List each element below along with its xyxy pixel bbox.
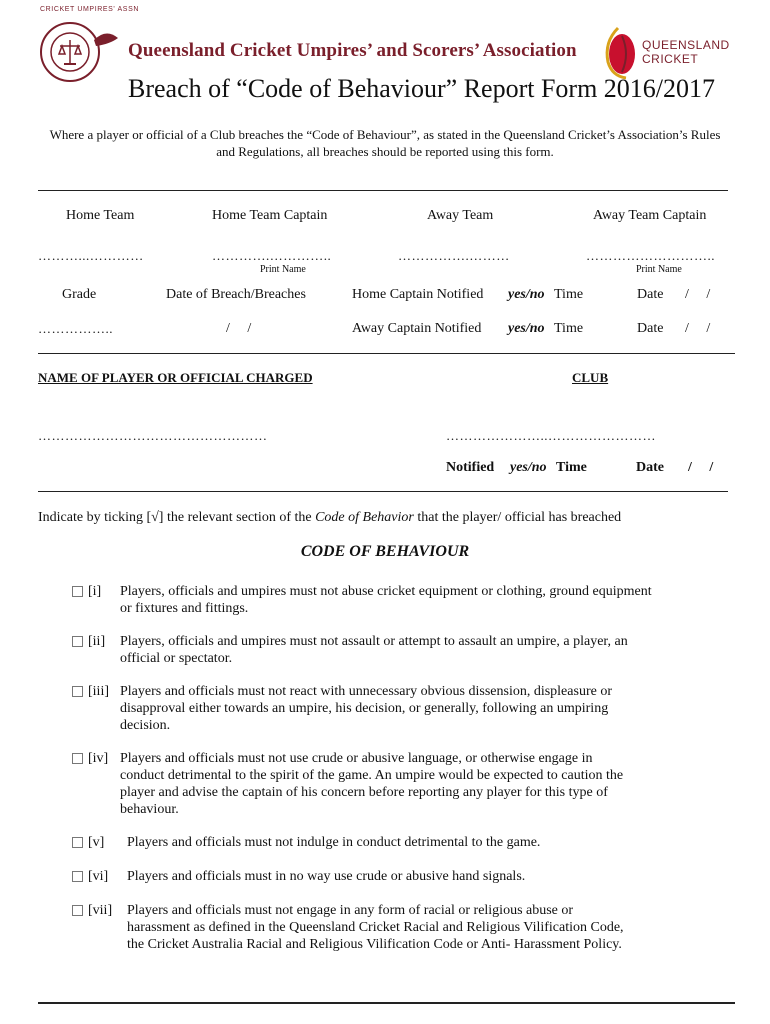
date-breach-label: Date of Breach/Breaches xyxy=(166,287,306,302)
tick-checkbox[interactable] xyxy=(72,586,83,597)
instruction-post: that the player/ official has breached xyxy=(413,510,622,525)
divider-charged xyxy=(38,491,728,492)
print-name-away: Print Name xyxy=(636,264,682,275)
association-name: Queensland Cricket Umpires’ and Scorers’ Association xyxy=(128,40,577,61)
home-yes-no[interactable]: yes/no xyxy=(508,287,545,302)
away-captain-label: Away Team Captain xyxy=(593,208,707,223)
home-team-field[interactable]: ………...………… xyxy=(38,248,144,263)
rule-text: Players and officials must not use crude or abusive language, or otherwise engage in conduct detrimental to the spirit of the game. An umpire would be expected to caution the player and advise the captain of his concern before reporting any player for this type of behaviour. xyxy=(120,751,624,817)
rule-item xyxy=(72,750,652,818)
print-name-home: Print Name xyxy=(260,264,306,275)
rule-number: [iii] xyxy=(88,684,109,699)
rule-text: Players and officials must not indulge in conduct detrimental to the game. xyxy=(127,835,541,850)
rule-number: [i] xyxy=(88,584,102,599)
away-notified-label: Away Captain Notified xyxy=(352,321,482,336)
logo-right-line2: CRICKET xyxy=(642,52,699,66)
home-time-label: Time xyxy=(554,287,584,302)
notified-date-field[interactable]: / / xyxy=(688,460,714,475)
logo-right-line1: QUEENSLAND xyxy=(642,38,730,52)
home-team-label: Home Team xyxy=(66,208,135,223)
rule-number: [ii] xyxy=(88,634,106,649)
rule-number: [v] xyxy=(88,835,105,850)
player-name-field[interactable]: …………………………………………… xyxy=(38,428,268,443)
away-captain-field[interactable]: ……………………….. xyxy=(586,248,715,263)
rule-text: Players and officials must not react with unnecessary obvious dissension, displeasure or disapproval either towards an umpire, his decision, or generally, following an umpiring decision. xyxy=(120,684,612,733)
rule-number: [vii] xyxy=(88,903,113,918)
home-date-label: Date xyxy=(637,287,664,302)
rule-text: Players, officials and umpires must not assault or attempt to assault an umpire, a player, an official or spectator. xyxy=(120,634,628,666)
rule-text: Players, officials and umpires must not abuse cricket equipment or clothing, ground equipment or fixtures and fittings. xyxy=(120,584,652,616)
away-yes-no[interactable]: yes/no xyxy=(508,321,545,336)
away-team-label: Away Team xyxy=(427,208,494,223)
breach-date-field[interactable]: / / xyxy=(226,321,252,336)
instruction-text xyxy=(38,510,621,526)
instruction-italic: Code of Behavior xyxy=(315,510,414,525)
club-label: CLUB xyxy=(572,370,609,385)
home-date-field[interactable]: / / xyxy=(685,287,711,302)
away-team-field[interactable]: …………….……… xyxy=(398,248,510,263)
rule-text: Players and officials must in no way use crude or abusive hand signals. xyxy=(127,869,526,884)
rule-item xyxy=(72,902,652,953)
rule-text: Players and officials must not engage in any form of racial or religious abuse or harassment as defined in the Queensland Cricket Racial and Religious Vilification Code, the Cricket Australia Racial and Religious Vilification Code or Anti- Harassment Policy. xyxy=(127,903,624,952)
tick-checkbox[interactable] xyxy=(72,636,83,647)
grade-field[interactable]: …………….. xyxy=(38,321,113,336)
away-time-label: Time xyxy=(554,321,584,336)
form-title: Breach of “Code of Behaviour” Report Form 2016/2017 xyxy=(128,74,716,103)
rule-item xyxy=(72,868,652,885)
notified-yes-no[interactable]: yes/no xyxy=(510,460,547,475)
qcusa-seal-icon xyxy=(36,18,124,84)
intro-text: Where a player or official of a Club breaches the “Code of Behaviour”, as stated in the Queensland Cricket’s Association’s Rules and Regulations, all breaches should be reported using this form. xyxy=(49,127,721,159)
club-field[interactable]: …………………..…………………… xyxy=(446,428,656,443)
rule-number: [vi] xyxy=(88,869,109,884)
grade-label: Grade xyxy=(62,287,97,302)
home-captain-label: Home Team Captain xyxy=(212,208,328,223)
tick-checkbox[interactable] xyxy=(72,871,83,882)
rule-item xyxy=(72,834,652,851)
away-date-field[interactable]: / / xyxy=(685,321,711,336)
home-captain-field[interactable]: ………….………….. xyxy=(212,248,332,263)
instruction-pre: Indicate by ticking [√] the relevant section of the xyxy=(38,510,316,525)
section-title: CODE OF BEHAVIOUR xyxy=(300,543,470,560)
notified-time-label: Time xyxy=(556,460,587,475)
rule-item xyxy=(72,583,652,617)
rule-number: [iv] xyxy=(88,751,109,766)
seal-text: CRICKET UMPIRES' ASSN xyxy=(40,6,139,13)
home-notified-label: Home Captain Notified xyxy=(352,287,484,302)
divider-mid xyxy=(38,353,735,354)
rule-item xyxy=(72,633,652,667)
tick-checkbox[interactable] xyxy=(72,753,83,764)
player-charged-label: NAME OF PLAYER OR OFFICIAL CHARGED xyxy=(38,370,313,385)
notified-label: Notified xyxy=(446,460,495,475)
tick-checkbox[interactable] xyxy=(72,837,83,848)
tick-checkbox[interactable] xyxy=(72,686,83,697)
divider-top xyxy=(38,190,728,191)
divider-bottom xyxy=(38,1002,735,1004)
tick-checkbox[interactable] xyxy=(72,905,83,916)
rule-item xyxy=(72,683,652,734)
notified-date-label: Date xyxy=(636,460,664,475)
away-date-label: Date xyxy=(637,321,664,336)
